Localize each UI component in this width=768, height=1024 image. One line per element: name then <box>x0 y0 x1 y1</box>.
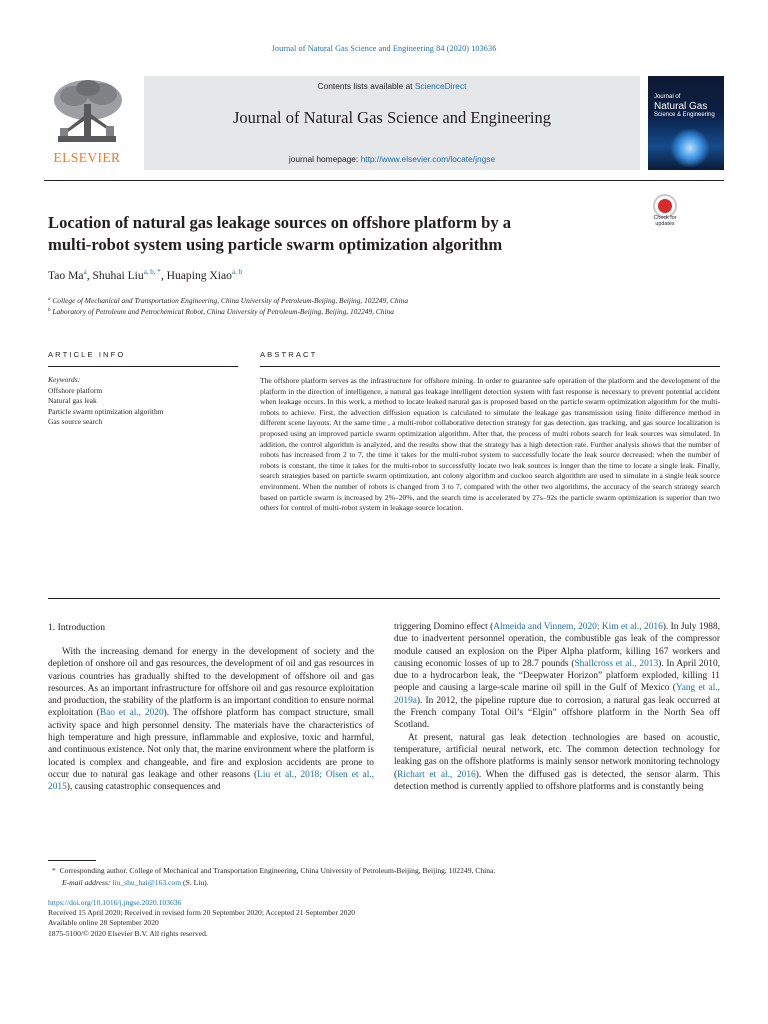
body-paragraph <box>394 621 720 732</box>
publisher-name: ELSEVIER <box>53 150 121 165</box>
abstract-heading: ABSTRACT <box>260 350 318 359</box>
keyword-item: Natural gas leak <box>48 396 97 406</box>
author-list <box>48 268 242 282</box>
cover-small: Journal of <box>654 94 681 100</box>
keywords-block <box>48 375 238 428</box>
article-title <box>48 212 608 256</box>
crossmark-line-2: updates <box>655 221 675 227</box>
title-line-2: multi-robot system using particle swarm optimization algorithm <box>48 235 503 254</box>
masthead <box>44 76 724 170</box>
keyword-item: Particle swarm optimization algorithm <box>48 406 164 416</box>
citation-link[interactable]: Bao et al., 2020 <box>99 708 164 719</box>
contents-prefix: Contents lists available at <box>317 81 415 91</box>
abstract-bottom-rule <box>48 598 720 599</box>
journal-title: Journal of Natural Gas Science and Engineering <box>233 108 551 127</box>
body-text: ), causing catastrophic consequences and <box>66 782 221 793</box>
running-head[interactable]: Journal of Natural Gas Science and Engineering 84 (2020) 103636 <box>271 44 497 53</box>
affiliation-text: College of Mechanical and Transportation Engineering, China University of Petroleum-Beijing, Beijing, 102249, China <box>52 296 409 305</box>
masthead-band <box>144 76 640 170</box>
keywords-label: Keywords: <box>48 375 81 384</box>
body-text: ). When the diffused gas is detected, the sensor alarm. This detection method is currently applied to offshore platforms and is constantly being <box>394 769 720 792</box>
author-affiliation-link[interactable]: a, b, * <box>143 268 161 276</box>
homepage-prefix: journal homepage: <box>288 154 361 164</box>
sciencedirect-link[interactable]: ScienceDirect <box>414 81 467 91</box>
email-note <box>62 877 209 888</box>
body-text: triggering Domino effect ( <box>394 622 494 632</box>
masthead-rule <box>44 180 724 181</box>
corresponding-author-note <box>52 865 495 876</box>
cover-title <box>654 94 715 118</box>
citation-link[interactable]: Shallcross et al., 2013 <box>574 658 659 669</box>
author-separator: , <box>86 269 93 282</box>
body-column-right <box>394 621 720 793</box>
affiliation-a <box>48 296 408 305</box>
body-text: With the increasing demand for energy in the development of society and the depletion of onshore oil and gas resources, the development of oil and gas resources in various countries has gradually shifted to the development of offshore oil and gas resources. As an important infrastructure for offshore oil and gas resource exploitation and production, the stability of the platform is an important condition to ensure normal exploitation ( <box>48 647 374 719</box>
journal-homepage-link[interactable]: http://www.elsevier.com/locate/jngse <box>360 154 496 164</box>
received-dates: Received 15 April 2020; Received in revised form 20 September 2020; Accepted 21 September 2020 <box>48 908 356 918</box>
body-paragraph <box>394 732 720 793</box>
crossmark-label <box>646 215 684 227</box>
email-label: E-mail address: <box>62 878 113 887</box>
author-affiliation-link[interactable]: a <box>83 268 87 276</box>
article-meta <box>48 898 355 939</box>
affiliation-text: Laboratory of Petroleum and Petrochemical Robot, China University of Petroleum-Beijing, Beijing, 102249, China <box>52 307 394 316</box>
abstract-text: The offshore platform serves as the infrastructure for offshore mining. In order to guarantee safe operation of the platform and the development of the platform in the direction of intelligence, a natural gas leakage intelligent detection system with fast response is necessary to prevent potential accident when leakage occurs. In this work, a method to locate leaked natural gas is proposed based on the particle swarm optimization algorithm for the multi-robots to achieve. First, the advection diffusion equation is calculated to simulate the leakage gas transmission using finite difference method in different scene layouts. At the same time , a multi-robot collaborative detection strategy for gas detection, gas tracking, and gas source localization is proposed using an improved particle swarm optimization algorithm. After that, the process of multi robots search for leak sources was simulated. In addition, the control algorithm is analyzed, and the results show that the strategy has a high detection rate. Further analysis shows that the number of robots has increased from 2 to 7, the time it takes for the multi-robot system to successfully locate the leak source decreased; when the number of robots is constant, the time it takes for the multi-robot to successfully locate two leak sources is longer than the time to locate a single leak. Finally, search strategies based on particle swarm optimization, ant colony algorithm and cuckoo search algorithm are used to simulate in a single leak source environment. When the number of robots is changed from 3 to 7, compared with the other two algorithms, the accuracy of the search strategy search based on particle swarm is increased by 2%–20%, and the search time is accelerated by 27s–92s the particle swarm optimization is superior than two others for control of multi-robot system in leakage source location. <box>260 376 720 513</box>
body-column-left <box>48 646 374 794</box>
body-text: At present, natural gas leak detection technologies are based on acoustic, temperature, artificial neural network, etc. The common detection technology for leaking gas on the offshore platforms is mainly sensor network monitoring technology ( <box>394 732 720 780</box>
citation-link[interactable]: Richart et al., 2016 <box>397 769 476 780</box>
available-online: Available online 28 September 2020 <box>48 918 159 928</box>
journal-cover-image[interactable] <box>648 76 724 170</box>
article-info-heading: ARTICLE INFO <box>48 350 126 359</box>
affiliation-b <box>48 307 394 316</box>
email-link[interactable]: liu_shu_hai@163.com <box>112 878 182 887</box>
body-paragraph <box>48 646 374 794</box>
body-text: ). In July 1988, due to inadvertent personnel operation, the combustible gas leak of the compressor module caused an explosion on the Piper Alpha platform, killing 167 workers and causing economic losses of up to 28.7 pounds ( <box>394 622 721 669</box>
article-info-rule <box>48 366 238 367</box>
check-for-updates-button[interactable] <box>646 194 684 230</box>
footnote-mark: * <box>52 866 56 875</box>
body-text: ). In 2012, the pipeline rupture due to corrosion, a natural gas leak occurred at the French company Total Oil’s “Elgin” offshore platform in the North Sea off Scotland. <box>394 695 720 731</box>
email-suffix: (S. Liu). <box>181 878 209 887</box>
body-text: ). In April 2010, due to a hydrocarbon leak, the “Deepwater Horizon” platform exploded, killing 11 people and causing a large-scale marine oil spill in the Gulf of Mexico ( <box>394 658 720 694</box>
homepage-line <box>144 154 640 164</box>
abstract-rule <box>260 366 720 367</box>
footnote-rule <box>48 860 96 861</box>
author-name: Shuhai Liu <box>92 269 144 282</box>
issn-copyright: 1875-5100/© 2020 Elsevier B.V. All rights reserved. <box>48 928 208 938</box>
author-name: Tao Ma <box>48 269 84 282</box>
keyword-item: Offshore platform <box>48 385 103 395</box>
affiliation-mark: a <box>48 297 51 302</box>
crossmark-line-1: Check for <box>653 215 677 221</box>
author-affiliation-link[interactable]: a, b <box>231 268 243 276</box>
keyword-item: Gas source search <box>48 417 103 427</box>
author-name: Huaping Xiao <box>166 269 232 282</box>
doi-link[interactable]: https://doi.org/10.1016/j.jngse.2020.103636 <box>48 898 182 907</box>
title-line-1: Location of natural gas leakage sources on offshore platform by a <box>48 213 512 232</box>
citation-link[interactable]: Almeida and Vinnem, 2020; Kim et al., 2016 <box>493 622 663 632</box>
contents-line <box>144 81 640 91</box>
cover-big: Natural Gas <box>654 100 708 112</box>
citation-link[interactable]: Yang et al., 2019a <box>394 683 720 706</box>
affiliation-mark: b <box>48 308 51 313</box>
citation-link[interactable]: Liu et al., 2018; Olsen et al., 2015 <box>48 769 374 793</box>
body-text: ). The offshore platform has compact structure, small activity space and high personnel density. The materials have the characteristics of high temperature and high pressure, inflammable and explosive, toxic and harmful, and continuous existence. Not only that, the marine environment where the platform is located is complex and changeable, and fire and explosion accidents are prone to occur due to natural gas leakage and other reasons ( <box>48 708 374 780</box>
cover-sub: Science & Engineering <box>654 111 715 118</box>
cover-flame-graphic <box>670 128 710 168</box>
corresponding-text: Corresponding author. College of Mechanical and Transportation Engineering, China University of Petroleum-Beijing, Beijing, 102249, China. <box>59 866 496 875</box>
section-heading-introduction: 1. Introduction <box>48 622 106 633</box>
author-separator: , <box>160 269 167 282</box>
